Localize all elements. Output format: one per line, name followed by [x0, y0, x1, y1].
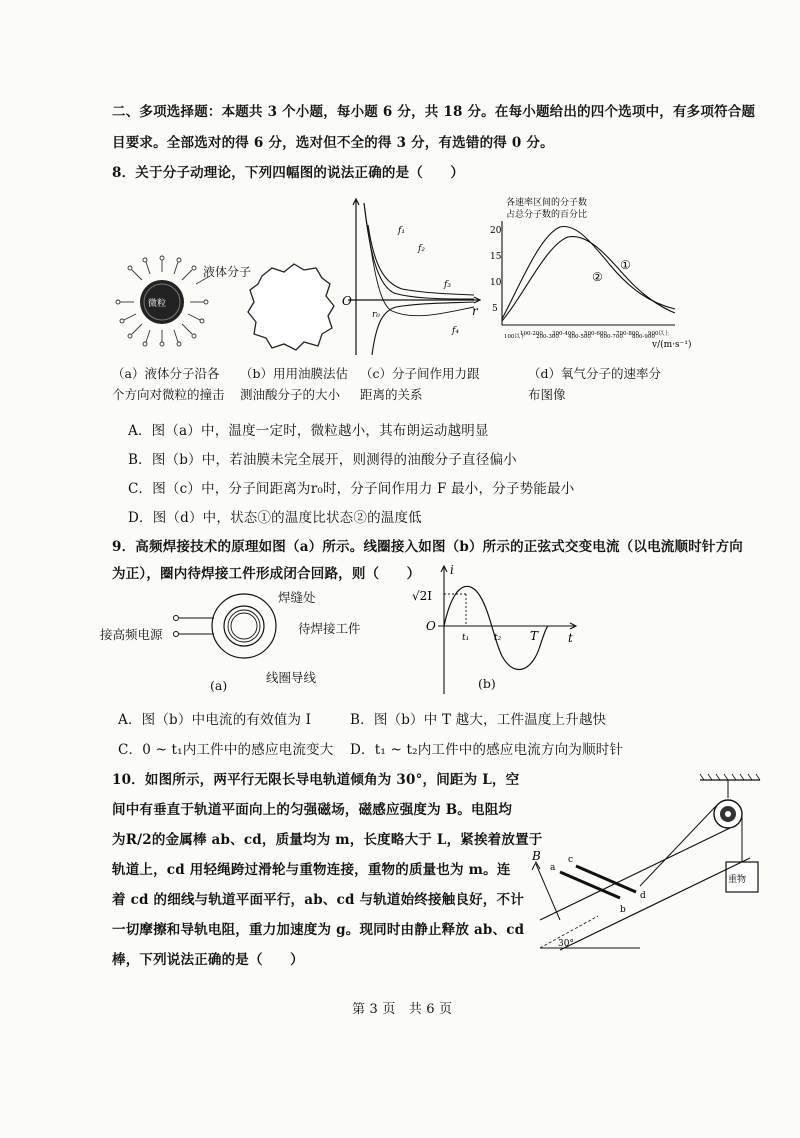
page-footer: 第 3 页 共 6 页: [352, 1002, 453, 1017]
fig-9a-caption: (a): [210, 678, 228, 693]
q9-option-c: C．0 ~ t₁内工件中的感应电流变大: [118, 742, 334, 758]
xtick: 700-800: [616, 331, 639, 337]
xtick: 800-900: [632, 334, 655, 340]
caption-a-line1: （a）液体分子沿各: [112, 366, 220, 381]
xtick: 100-200: [520, 331, 543, 337]
rod-c-label: c: [568, 855, 574, 865]
rod-b-label: b: [620, 905, 626, 915]
q8-option-a: A．图（a）中，温度一定时，微粒越小，其布朗运动越明显: [128, 423, 489, 439]
q9-option-b: B．图（b）中 T 越大，工件温度上升越快: [350, 712, 607, 728]
curve-2-label: ②: [592, 270, 603, 284]
r0-label: r₀: [372, 310, 380, 320]
curve-f2-label: f₂: [418, 244, 425, 254]
curve-1-label: ①: [620, 258, 631, 272]
q10-line3: 为R/2的金属棒 ab、cd，质量均为 m，长度略大于 L，紧挨着放置于: [112, 832, 543, 848]
curve-f3-label: f₃: [444, 280, 451, 290]
q8-option-c: C．图（c）中，分子间距离为r₀时，分子间作用力 F 最小，分子势能最小: [128, 481, 575, 497]
origin-label: O: [426, 619, 436, 633]
liquid-molecule-label: 液体分子: [203, 265, 252, 279]
origin-label: O: [342, 294, 352, 308]
ytick-15: 15: [490, 252, 502, 262]
peak-label: √2I: [412, 589, 433, 603]
ytitle-line1: 各速率区间的分子数: [506, 198, 588, 208]
field-B-label: B: [532, 849, 541, 863]
oil-film-figure: [242, 258, 342, 354]
q10-line5: 着 cd 的细线与轨道平面平行，ab、cd 与轨道始终接触良好，不计: [112, 892, 524, 908]
weld-seam-label: 焊缝处: [278, 590, 316, 605]
q10-line4: 轨道上，cd 用轻绳跨过滑轮与重物连接，重物的质量也为 m。连: [112, 862, 511, 878]
ytitle-line2: 占总分子数的百分比: [506, 210, 588, 220]
q8-option-d: D．图（d）中，状态①的温度比状态②的温度低: [128, 510, 422, 526]
q10-line2: 间中有垂直于轨道平面向上的匀强磁场，磁感应强度为 B。电阻均: [112, 802, 513, 818]
weight-label: 重物: [728, 875, 747, 885]
caption-a-line2: 个方向对微粒的撞击: [112, 387, 225, 402]
q9-stem-line2: 为正），圈内待焊接工件形成闭合回路，则（ ）: [112, 566, 421, 582]
hf-source-label: 接高频电源: [100, 627, 163, 642]
T-label: T: [530, 629, 539, 643]
workpiece-label: 待焊接工件: [298, 621, 361, 636]
xtick: 600-700: [600, 334, 623, 340]
q9-option-d: D．t₁ ~ t₂内工件中的感应电流方向为顺时针: [350, 742, 624, 758]
xtick: 900以上: [648, 331, 670, 337]
rod-a-label: a: [550, 863, 556, 873]
speed-distribution-figure: [480, 195, 695, 353]
caption-c-line1: （c）分子间作用力跟: [360, 366, 480, 381]
ytick-20: 20: [490, 226, 502, 236]
xtick: 100以下: [504, 334, 526, 340]
t-axis-label: t: [568, 631, 573, 645]
section-header-line1: 二、多项选择题：本题共 3 个小题，每小题 6 分，共 18 分。在每小题给出的四个选项中，有多项符合题: [112, 104, 756, 120]
q9-stem-line1: 9．高频焊接技术的原理如图（a）所示。线圈接入如图（b）所示的正弦式交变电流（以电流顺时针方向: [112, 539, 743, 555]
caption-c-line2: 距离的关系: [360, 387, 423, 402]
fig-9b-caption: (b): [478, 676, 496, 691]
curve-f1-label: f₁: [398, 226, 405, 236]
molecular-force-figure: [334, 195, 484, 360]
q8-option-b: B．图（b）中，若油膜未完全展开，则测得的油酸分子直径偏小: [128, 452, 517, 468]
q10-line1: 10．如图所示，两平行无限长导电轨道倾角为 30°，间距为 L，空: [112, 772, 520, 788]
angle-label: 30°: [558, 939, 574, 949]
q10-line6: 一切摩擦和导轨电阻，重力加速度为 g。现同时由静止释放 ab、cd: [112, 922, 525, 938]
t1-label: t₁: [462, 633, 470, 643]
q8-stem: 8．关于分子动理论，下列四幅图的说法正确的是（ ）: [112, 165, 465, 181]
xtick: 300-400: [552, 331, 575, 337]
caption-b-line2: 测油酸分子的大小: [240, 387, 341, 402]
xtick: 200-300: [536, 334, 559, 340]
caption-b-line1: （b）用用油膜法估: [240, 366, 349, 381]
q9-option-a: A．图（b）中电流的有效值为 I: [118, 712, 312, 728]
caption-d-line2: 布图像: [528, 387, 566, 402]
incline-rails-figure: [520, 770, 770, 970]
ytick-5: 5: [492, 304, 498, 314]
ytick-10: 10: [490, 278, 502, 288]
q10-line7: 棒，下列说法正确的是（ ）: [112, 952, 304, 968]
x-unit-label: v/(m·s⁻¹): [652, 340, 692, 350]
xtick: 400-500: [568, 334, 591, 340]
i-axis-label: i: [450, 563, 454, 577]
coil-wire-label: 线圈导线: [266, 670, 317, 685]
particle-label: 微粒: [148, 299, 167, 309]
r-axis-label: r: [472, 304, 478, 318]
rod-d-label: d: [640, 891, 646, 901]
curve-f4-label: f₄: [452, 326, 459, 336]
section-header-line2: 目要求。全部选对的得 6 分，选对但不全的得 3 分，有选错的得 0 分。: [112, 135, 554, 151]
caption-d-line1: （d）氧气分子的速率分: [528, 366, 662, 381]
t2-label: t₂: [494, 633, 502, 643]
welding-coil-figure: [170, 590, 280, 670]
xtick: 500-600: [584, 331, 607, 337]
ac-current-figure: [354, 560, 584, 700]
